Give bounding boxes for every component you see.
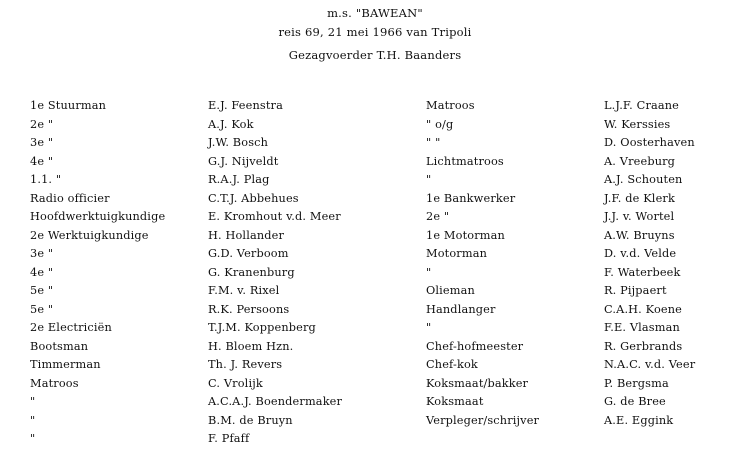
crew-name: A.E. Eggink [604,413,674,427]
crew-name: R.K. Persoons [208,302,290,316]
crew-name: Th. J. Revers [208,358,283,371]
crew-name: B.M. de Bruyn [208,413,293,427]
crew-role: " " [426,136,441,149]
crew-role: " [30,432,36,445]
crew-name: A. Vreeburg [604,154,676,168]
crew-role: 2e " [30,117,54,131]
crew-name: C. Vrolijk [208,376,263,390]
crew-role: Matroos [30,376,79,390]
voyage-line: reis 69, 21 mei 1966 van Tripoli [278,25,472,39]
crew-role: 2e Electriciën [30,321,112,334]
crew-name: A.C.A.J. Boendermaker [208,395,343,408]
crew-role: Chef-kok [426,358,478,371]
crew-name: F.E. Vlasman [604,321,680,334]
crew-role: 4e " [30,154,54,168]
crew-name: P. Bergsma [604,376,669,390]
crew-role: 2e Werktuigkundige [30,228,149,242]
crew-role: 1e Stuurman [30,99,107,112]
crew-role: 5e " [30,284,54,297]
crew-role: Matroos [426,99,475,112]
crew-name: C.A.H. Koene [604,302,682,316]
crew-role: 1e Motorman [426,228,505,242]
crew-name: E.J. Feenstra [208,99,283,112]
crew-role: Handlanger [426,302,496,316]
crew-role: " [426,265,432,279]
crew-role: Verpleger/schrijver [426,413,540,427]
right-roles-column [426,97,539,430]
crew-name: G. Kranenburg [208,265,295,279]
crew-name: A.J. Kok [208,117,254,131]
captain-line: Gezagvoerder T.H. Baanders [288,48,462,62]
crew-name: J.F. de Klerk [604,191,675,205]
crew-role: Lichtmatroos [426,154,504,168]
crew-name: G.D. Verboom [208,247,289,260]
crew-role: Koksmaat [426,395,484,408]
crew-role: Timmerman [30,358,101,371]
crew-name: D. Oosterhaven [604,136,695,149]
crew-role: Koksmaat/bakker [426,376,529,390]
crew-role: Chef-hofmeester [426,339,524,353]
crew-role: 2e " [426,210,450,223]
crew-role: Hoofdwerktuigkundige [30,210,166,223]
crew-name: W. Kerssies [604,117,671,131]
crew-name: F. Waterbeek [604,265,681,279]
crew-name: F.M. v. Rixel [208,284,280,297]
crew-name: A.W. Bruyns [604,228,675,242]
left-roles-column [30,97,165,449]
crew-role: " [30,413,36,427]
crew-name: H. Hollander [208,228,285,242]
crew-name: D. v.d. Velde [604,247,677,260]
crew-role: 5e " [30,302,54,316]
crew-role: Bootsman [30,339,89,353]
crew-name: J.J. v. Wortel [604,210,675,223]
crew-name: T.J.M. Koppenberg [208,321,316,334]
crew-name: N.A.C. v.d. Veer [604,358,696,371]
crew-name: R. Gerbrands [604,339,683,353]
crew-role: " [30,395,36,408]
crew-name: C.T.J. Abbehues [208,191,299,205]
crew-role: 1.1. " [30,173,62,186]
crew-name: E. Kromhout v.d. Meer [208,210,341,223]
right-names-column [604,97,695,430]
crew-role: 3e " [30,247,54,260]
crew-role: Motorman [426,247,488,260]
crew-name: L.J.F. Craane [604,99,680,112]
crew-role: " [426,321,432,334]
crew-name: R. Pijpaert [604,284,667,297]
crew-name: J.W. Bosch [208,136,269,149]
crew-role: 3e " [30,136,54,149]
crew-name: G. de Bree [604,395,666,408]
ship-title: m.s. "BAWEAN" [327,6,423,20]
crew-role: 4e " [30,265,54,279]
crew-name: R.A.J. Plag [208,173,270,186]
crew-role: Radio officier [30,191,110,205]
crew-role: " [426,173,432,186]
crew-role: " o/g [426,117,454,131]
crew-name: G.J. Nijveldt [208,154,279,168]
crew-name: A.J. Schouten [604,173,683,186]
crew-role: 1e Bankwerker [426,191,516,205]
crew-role: Olieman [426,284,475,297]
left-names-column [208,97,342,449]
crew-name: H. Bloem Hzn. [208,339,294,353]
crew-name: F. Pfaff [208,432,250,445]
